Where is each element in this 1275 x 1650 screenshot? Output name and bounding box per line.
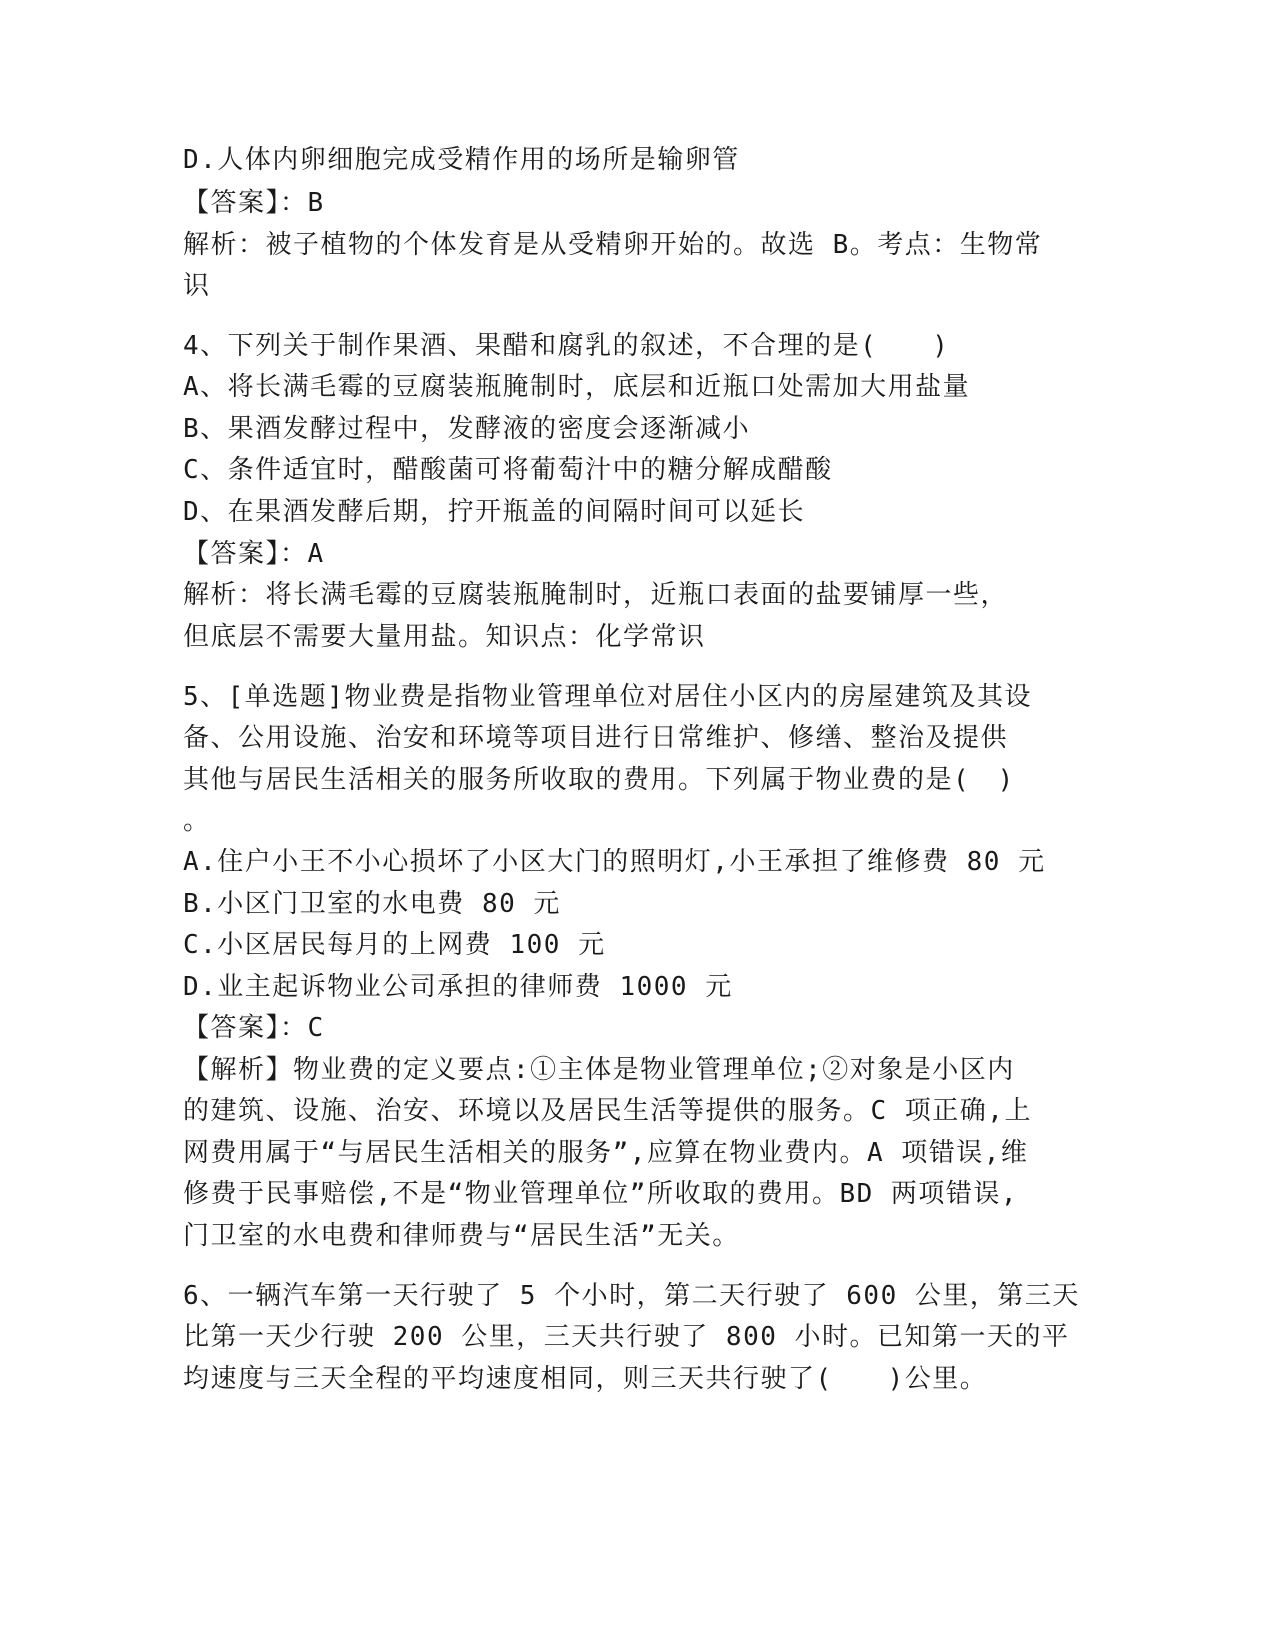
q4-explanation-line-1: 解析：将长满毛霉的豆腐装瓶腌制时，近瓶口表面的盐要铺厚一些，: [183, 580, 1009, 610]
q4-explanation-line-2: 但底层不需要大量用盐。知识点：化学常识: [183, 622, 706, 652]
q4-option-d: D、在果酒发酵后期，拧开瓶盖的间隔时间可以延长: [183, 497, 806, 527]
q5-stem-line-1: 5、[单选题]物业费是指物业管理单位对居住小区内的房屋建筑及其设: [183, 682, 1032, 712]
q6-stem-line-2: 比第一天少行驶 200 公里，三天共行驶了 800 小时。已知第一天的平: [183, 1322, 1070, 1352]
q3-option-d: D.人体内卵细胞完成受精作用的场所是输卵管: [183, 145, 740, 175]
q5-option-d: D.业主起诉物业公司承担的律师费 1000 元: [183, 972, 733, 1002]
q5-explanation-line-4: 修费于民事赔偿,不是“物业管理单位”所收取的费用。BD 两项错误,: [183, 1179, 1019, 1209]
q3-explanation-line-2: 识: [183, 271, 211, 301]
q4-option-a: A、将长满毛霉的豆腐装瓶腌制时，底层和近瓶口处需加大用盐量: [183, 372, 971, 402]
q3-explanation-line-1: 解析：被子植物的个体发育是从受精卵开始的。故选 B。考点：生物常: [183, 230, 1043, 260]
q4-stem: 4、下列关于制作果酒、果醋和腐乳的叙述，不合理的是( ): [183, 331, 950, 361]
q5-answer: 【答案】：C: [183, 1013, 325, 1043]
q5-stem-line-3: 其他与居民生活相关的服务所收取的费用。下列属于物业费的是( ): [183, 765, 1015, 795]
q3-answer: 【答案】：B: [183, 188, 325, 218]
q6-stem-line-3: 均速度与三天全程的平均速度相同，则三天共行驶了( )公里。: [183, 1364, 988, 1394]
q5-option-c: C.小区居民每月的上网费 100 元: [183, 930, 606, 960]
q6-stem-line-1: 6、一辆汽车第一天行驶了 5 个小时，第二天行驶了 600 公里，第三天: [183, 1281, 1080, 1311]
q5-stem-line-2: 备、公用设施、治安和环境等项目进行日常维护、修缮、整治及提供: [183, 723, 1009, 753]
q5-option-b: B.小区门卫室的水电费 80 元: [183, 889, 561, 919]
q5-explanation-line-3: 网费用属于“与居民生活相关的服务”,应算在物业费内。A 项错误,维: [183, 1138, 1029, 1168]
q5-explanation-line-5: 门卫室的水电费和律师费与“居民生活”无关。: [183, 1221, 740, 1251]
q5-explanation-line-2: 的建筑、设施、治安、环境以及居民生活等提供的服务。C 项正确,上: [183, 1096, 1032, 1126]
q5-explanation-line-1: 【解析】物业费的定义要点:①主体是物业管理单位;②对象是小区内: [183, 1055, 1015, 1085]
q5-option-a: A.住户小王不小心损坏了小区大门的照明灯,小王承担了维修费 80 元: [183, 847, 1046, 877]
q5-stem-line-4: 。: [183, 806, 211, 836]
q4-option-c: C、条件适宜时，醋酸菌可将葡萄汁中的糖分解成醋酸: [183, 455, 833, 485]
q4-answer: 【答案】：A: [183, 539, 325, 569]
q4-option-b: B、果酒发酵过程中，发酵液的密度会逐渐减小: [183, 414, 751, 444]
